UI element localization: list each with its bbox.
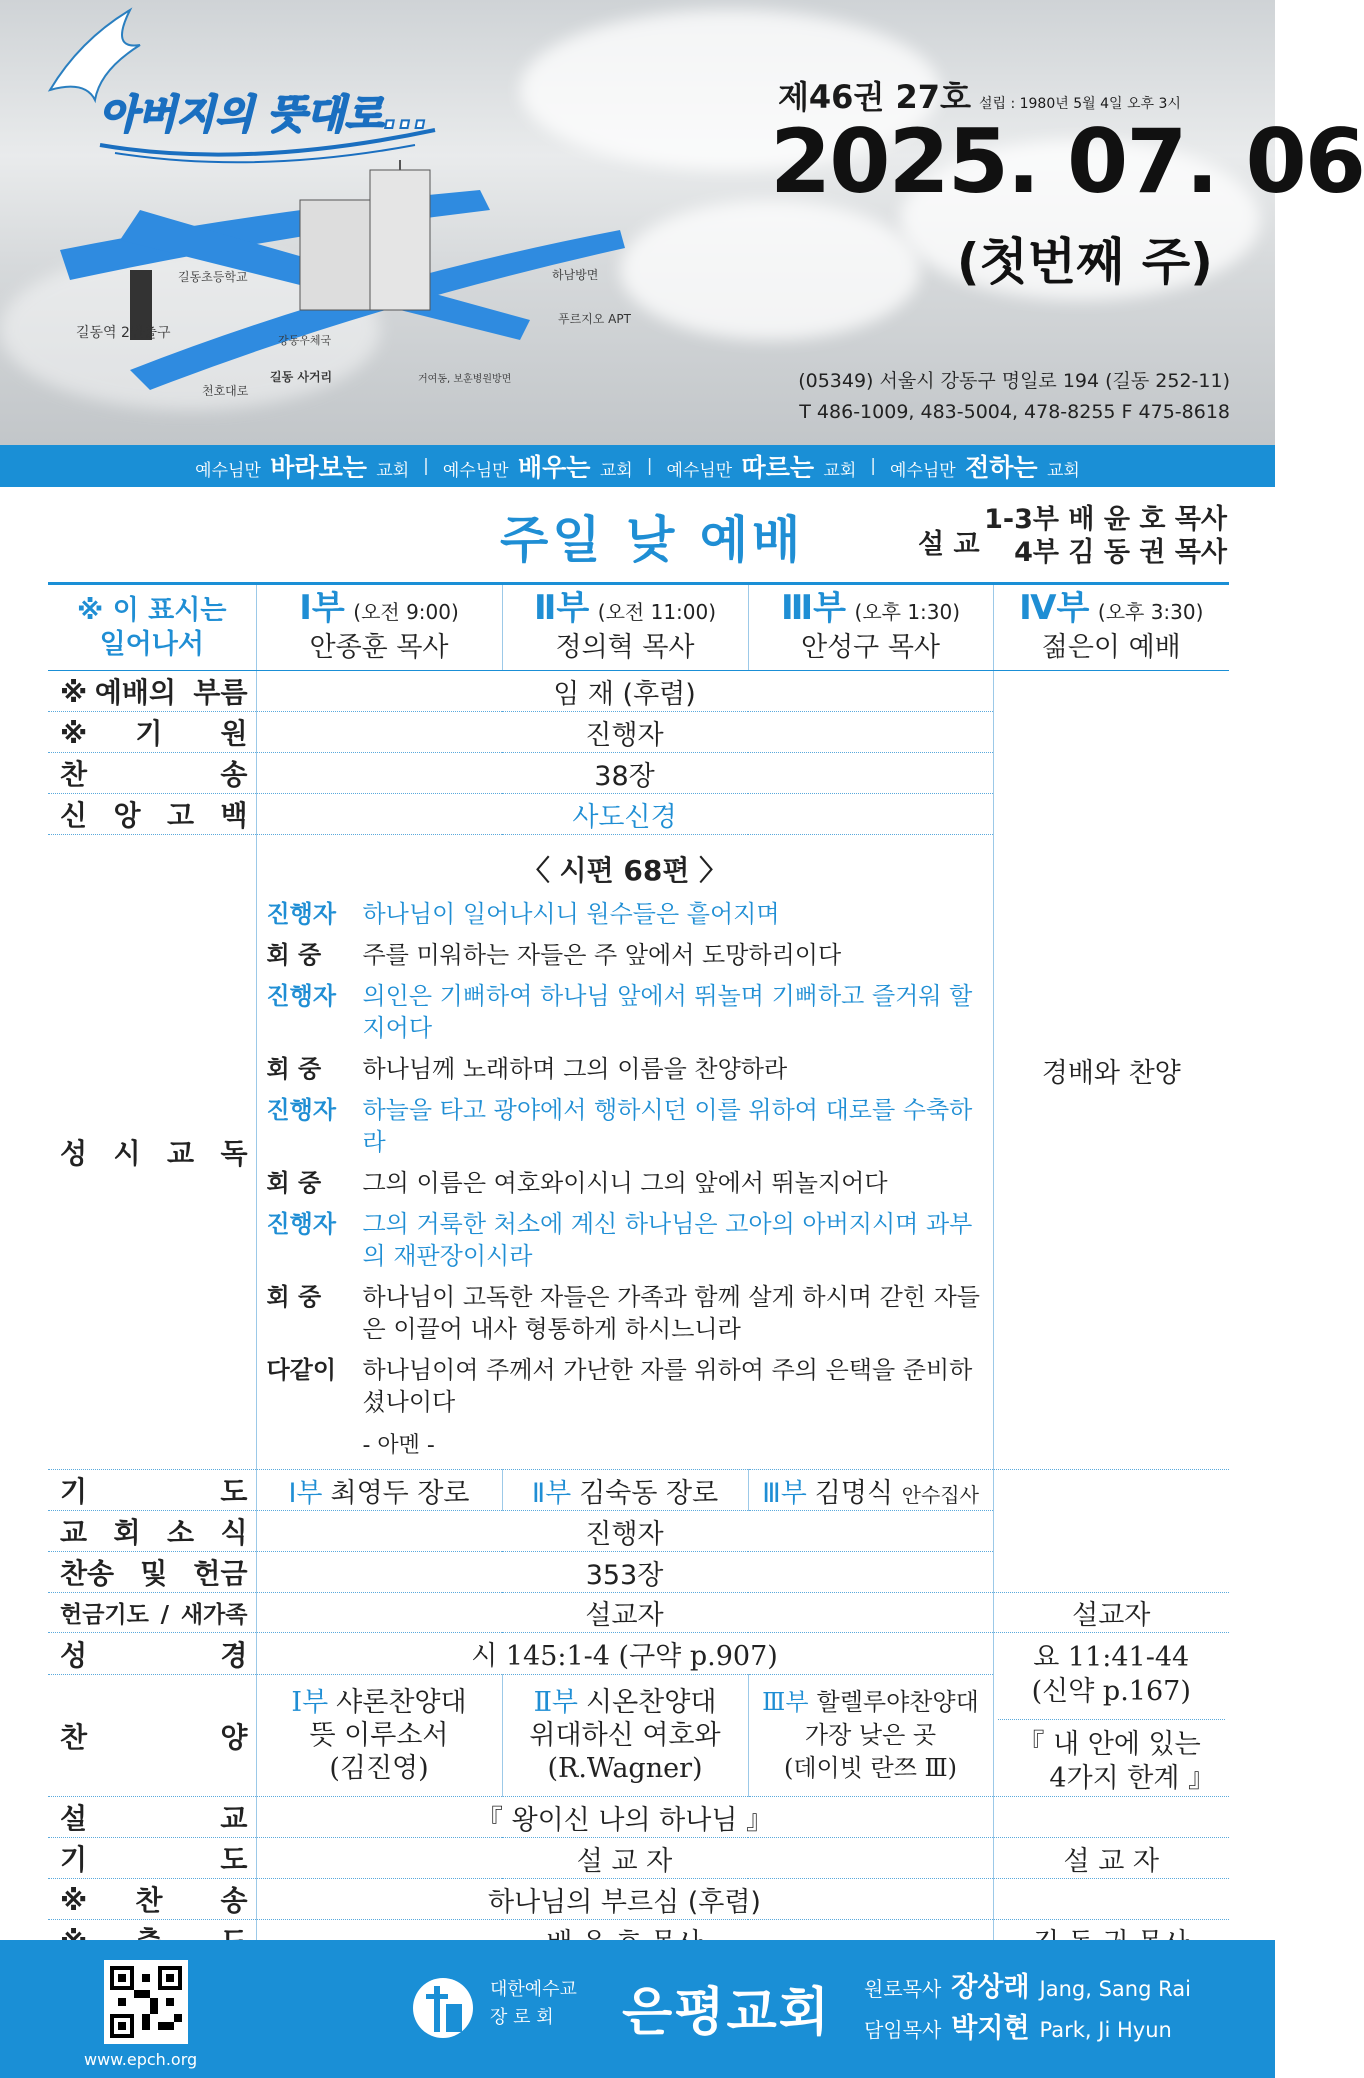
empty-cell [993, 1879, 1229, 1920]
reading-text: 그의 거룩한 처소에 계신 하나님은 고아의 아버지시며 과부의 재판장이시라 [362, 1210, 973, 1270]
row-label-hymn-2: ※찬 송 [48, 1879, 256, 1920]
row-label-reading: 성 시 교 독 [48, 835, 256, 1470]
hymn-value: 38장 [256, 753, 993, 794]
youth-scripture-line-2: (신약 p.167) [1031, 1676, 1191, 1707]
youth-scripture-and-sermon [993, 1633, 1229, 1797]
prayer-part-2: Ⅱ부 김숙동 장로 [502, 1470, 748, 1511]
service-part-2: Ⅱ부 (오전 11:00) 정의혁 목사 [502, 584, 748, 671]
invocation-value: 진행자 [256, 712, 993, 753]
news-value: 진행자 [256, 1511, 993, 1552]
pastors [864, 1968, 1191, 2050]
reading-line [267, 939, 983, 971]
empty-cell [993, 1797, 1229, 1838]
map-label-station: 길동역 2번출구 [76, 325, 171, 341]
reading-text: 하나님께 노래하며 그의 이름을 찬양하라 [362, 1055, 788, 1083]
address-line: (05349) 서울시 강동구 명일로 194 (길동 252-11) [798, 370, 1230, 392]
table-row [48, 1470, 1229, 1511]
map-label-hanam: 하남방면 [552, 268, 599, 282]
slogan-script [95, 75, 455, 165]
row-label-prayer-2: 기 도 [48, 1838, 256, 1879]
reading-speaker: 회 중 [266, 1283, 322, 1311]
slogan-4: 예수님만 전하는 교회 [890, 453, 1080, 482]
standing-note: ※ 이 표시는 일어나서 [48, 584, 256, 671]
denomination: 대한예수교 장 로 회 [490, 1979, 577, 2028]
table-row [48, 671, 1229, 712]
table-row [48, 1593, 1229, 1633]
reading-line [267, 898, 983, 930]
church-name: 은평교회 [622, 1983, 831, 2043]
prayer2-value: 설 교 자 [256, 1838, 993, 1879]
reading-speaker: 회 중 [266, 1055, 322, 1083]
row-label-anthem: 찬 양 [48, 1675, 256, 1797]
reading-text: 그의 이름은 여호와이시니 그의 앞에서 뛰놀지어다 [362, 1169, 888, 1197]
preacher-line-1: 1-3부 배 윤 호 목사 [984, 504, 1227, 535]
map-label-post: 강동우체국 [278, 334, 332, 347]
reading-speaker: 회 중 [266, 941, 322, 969]
row-label-hymn: 찬 송 [48, 753, 256, 794]
bulletin-week: (첫번째 주) [956, 233, 1213, 291]
youth-scripture-line-1: 요 11:41-44 [1033, 1642, 1190, 1673]
table-row [48, 1633, 1229, 1675]
order-of-service [48, 582, 1229, 1963]
church-website[interactable]: www.epch.org [84, 2050, 198, 2069]
reading-speaker: 회 중 [266, 1169, 322, 1197]
qr-code-icon[interactable] [104, 1960, 188, 2044]
prayer2-value-4: 설 교 자 [993, 1838, 1229, 1879]
responsive-reading [256, 835, 993, 1470]
row-label-offering: 찬송 및 헌금 [48, 1552, 256, 1593]
row-label-sermon: 설 교 [48, 1797, 256, 1838]
service-part-3: Ⅲ부 (오후 1:30) 안성구 목사 [748, 584, 993, 671]
table-header-row [48, 584, 1229, 671]
row-label-call: ※예배의 부름 [48, 671, 256, 712]
reading-line [267, 1053, 983, 1085]
reading-line [267, 1094, 983, 1158]
volume-number: 제46권 27호 설립 : 1980년 5월 4일 오후 3시 [778, 78, 1181, 116]
row-label-news: 교 회 소 식 [48, 1511, 256, 1552]
bulletin-date: 2025. 07. 06 [770, 110, 1364, 213]
row-label-prayer: 기 도 [48, 1470, 256, 1511]
offering-prayer-value-4: 설교자 [993, 1593, 1229, 1633]
offering-prayer-value: 설교자 [256, 1593, 993, 1633]
sermon-title: 『 왕이신 나의 하나님 』 [256, 1797, 993, 1838]
reading-text: 하나님이 일어나시니 원수들은 흩어지며 [362, 900, 780, 928]
table-row [48, 1879, 1229, 1920]
bulletin-footer [0, 1940, 1275, 2078]
slogan-bar: 예수님만 바라보는 교회 | 예수님만 배우는 교회 | 예수님만 따르는 교회 | 예수님만 전하는 교회 [0, 445, 1275, 487]
table-row [48, 1797, 1229, 1838]
senior-pastor: 담임목사 박지현 Park, Ji Hyun [864, 2013, 1172, 2044]
map-label-hospital: 거여동, 보훈병원방면 [418, 374, 512, 385]
youth-sermon-line-2: 4가지 한계 』 [1049, 1763, 1215, 1794]
reading-speaker: 다같이 [266, 1356, 337, 1384]
reading-line [267, 1167, 983, 1199]
reading-text: 하나님이 고독한 자들은 가족과 함께 살게 하시며 갇힌 자들은 이끌어 내사 형통하게 하시느니라 [362, 1283, 980, 1343]
founded-date: 설립 : 1980년 5월 4일 오후 3시 [978, 96, 1181, 112]
hymn2-value: 하나님의 부르심 (후렴) [256, 1879, 993, 1920]
reading-text: 의인은 기뻐하여 하나님 앞에서 뛰놀며 기뻐하고 즐거워 할지어다 [362, 982, 973, 1042]
service-title: 주일 낮 예배 [500, 511, 805, 569]
table-row [48, 1838, 1229, 1879]
reading-line [267, 1354, 983, 1418]
reading-amen: - 아멘 - [362, 1433, 435, 1458]
anthem-part-1: Ⅰ부 샤론찬양대 뜻 이루소서 (김진영) [256, 1675, 502, 1797]
service-part-1: Ⅰ부 (오전 9:00) 안종훈 목사 [256, 584, 502, 671]
reading-text: 하늘을 타고 광야에서 행하시던 이를 위하여 대로를 수축하라 [362, 1096, 973, 1156]
row-label-offering-prayer: 헌금기도 / 새가족 [48, 1593, 256, 1633]
slogan-2: 예수님만 배우는 교회 [442, 453, 633, 482]
slogan-script-text: 아버지의 뜻대로... [99, 92, 429, 138]
slogan-3: 예수님만 따르는 교회 [666, 453, 857, 482]
anthem-part-2: Ⅱ부 시온찬양대 위대하신 여호와 (R.Wagner) [502, 1675, 748, 1797]
preacher-label: 설 교 [918, 529, 980, 560]
row-label-scripture: 성 경 [48, 1633, 256, 1675]
map-label-cheonho: 천호대로 [202, 384, 249, 398]
service-part-4: Ⅳ부 (오후 3:30) 젊은이 예배 [993, 584, 1229, 671]
row-label-invocation: ※기 원 [48, 712, 256, 753]
reading-title: 〈 시편 68편 〉 [521, 854, 728, 887]
reading-speaker: 진행자 [266, 1096, 337, 1124]
reading-text: 주를 미워하는 자들은 주 앞에서 도망하리이다 [362, 941, 842, 969]
offering-value: 353장 [256, 1552, 993, 1593]
reading-text: 하나님이여 주께서 가난한 자를 위하여 주의 은택을 준비하셨나이다 [362, 1356, 973, 1416]
emeritus-pastor: 원로목사 장상래 Jang, Sang Rai [864, 1972, 1191, 2003]
youth-worship-cell: 경배와 찬양 [993, 671, 1229, 1470]
row-label-creed: 신 앙 고 백 [48, 794, 256, 835]
map-label-intersection: 길동 사거리 [270, 370, 333, 384]
call-value: 임 재 (후렴) [256, 671, 993, 712]
phone-line: T 486-1009, 483-5004, 478-8255 F 475-8618 [799, 401, 1230, 423]
reading-speaker: 진행자 [266, 1210, 337, 1238]
reading-line [267, 980, 983, 1044]
slogan-1: 예수님만 바라보는 교회 [195, 453, 410, 482]
church-logo-icon [412, 1970, 474, 2042]
scripture-value: 시 145:1-4 (구약 p.907) [256, 1633, 993, 1675]
map-label-school: 길동초등학교 [178, 270, 248, 284]
anthem-part-3: Ⅲ부 할렐루야찬양대 가장 낮은 곳 (데이빗 란쯔 Ⅲ) [748, 1675, 993, 1797]
youth-sermon-line-1: 『 내 안에 있는 [1017, 1729, 1201, 1760]
church-address [798, 366, 1230, 428]
reading-line [267, 1281, 983, 1345]
preacher-line-2: 4부 김 동 권 목사 [1014, 537, 1227, 568]
creed-value: 사도신경 [256, 794, 993, 835]
prayer-part-1: Ⅰ부 최영두 장로 [256, 1470, 502, 1511]
preacher-info [984, 503, 1227, 569]
reading-line [267, 1208, 983, 1272]
reading-speaker: 진행자 [266, 982, 337, 1010]
empty-cell [993, 1470, 1229, 1593]
bulletin-header [0, 0, 1364, 445]
prayer-part-3: Ⅲ부 김명식 안수집사 [748, 1470, 993, 1511]
map-label-apt: 푸르지오 APT [558, 312, 631, 326]
reading-speaker: 진행자 [266, 900, 337, 928]
location-map [60, 170, 660, 410]
